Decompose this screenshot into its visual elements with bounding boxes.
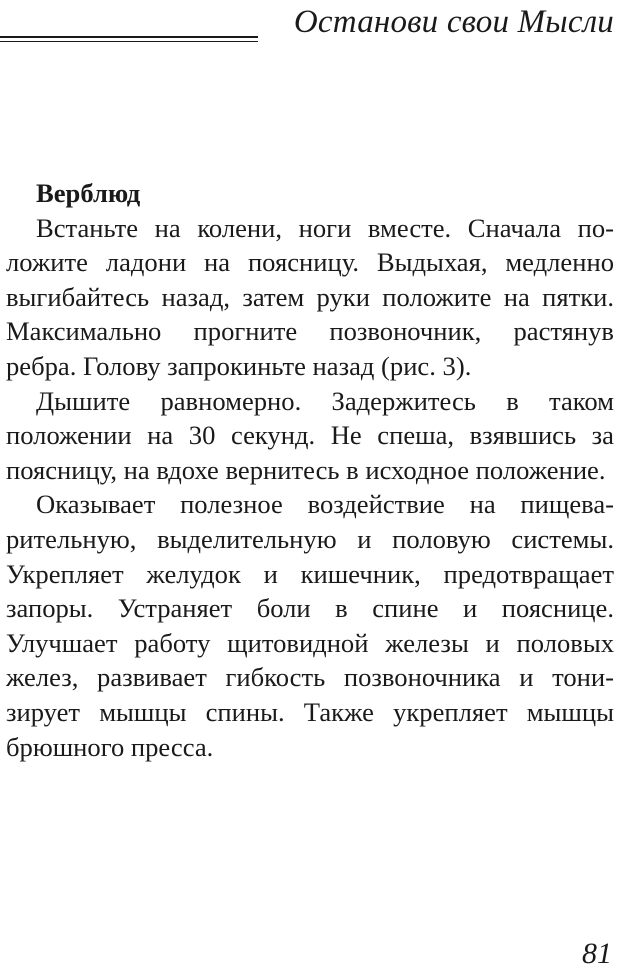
running-head: [0, 0, 620, 48]
header-rule: [0, 36, 258, 42]
running-title: Останови свои Мысли: [293, 4, 614, 40]
page-number: 81: [582, 937, 612, 970]
paragraph-1: Встаньте на колени, ноги вместе. Сначала положите ладони на поясницу. Выдыхая, медленно выгибайтесь назад, затем руки положите на пятки. Максимально прогните позвоночник, растянув ребра. Голову запрокиньте назад (рис. 3).: [6, 212, 614, 381]
page-content: [6, 176, 614, 764]
section-heading: Верблюд: [36, 178, 141, 208]
paragraph-2: Дышите равномерно. Задержитесь в таком положении на 30 секунд. Не спеша, взявшись за поясницу, на вдохе вернитесь в исходное положение.: [6, 385, 614, 485]
paragraph-3: Оказывает полезное воздействие на пищеварительную, выделительную и половую системы. Укрепляет желудок и кишечник, предотвращает запоры. Устраняет боли в спине и пояснице. Улучшает работу щитовидной железы и половых желез, развивает гибкость позвоночника и тонизирует мышцы спины. Также укрепляет мышцы брюшного пресса.: [6, 489, 614, 762]
